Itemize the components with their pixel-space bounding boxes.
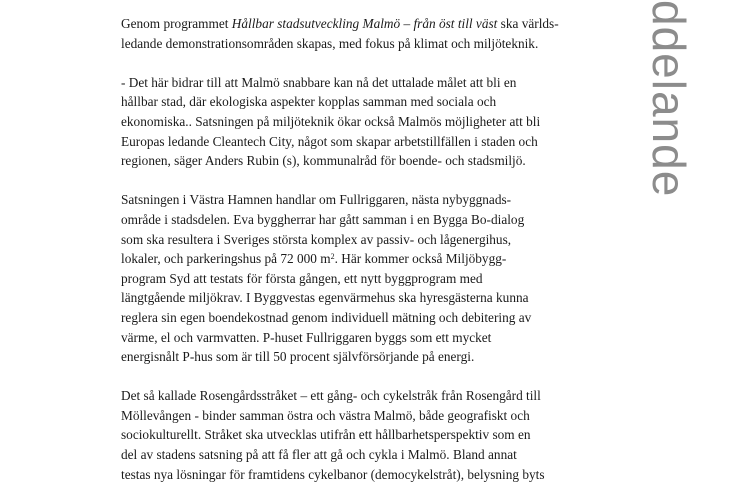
document-body (121, 14, 591, 504)
vertical-heading (643, 0, 708, 260)
paragraph-vh-line: som ska resultera i Sveriges största komplex av passiv- och lågenergihus, (121, 231, 512, 247)
paragraph-intro-line-1 (121, 14, 591, 34)
paragraph-vh-line: område i stadsdelen. Eva byggherrar har gått samman i en Bygga Bo-dialog (121, 211, 525, 227)
paragraph-vh-line: Satsningen i Västra Hamnen handlar om Fullriggaren, nästa nybyggnads- (121, 192, 512, 208)
vh-text-post: . Här kommer också Miljöbygg- (334, 251, 507, 267)
intro-text-post: ska världs- (497, 16, 559, 31)
paragraph-vh-line (121, 249, 591, 269)
paragraph-vh-line: längtgående miljökrav. I Byggvestas egenvärmehus ska hyresgästerna kunna (121, 290, 529, 306)
paragraph-rosengard-line: del av stadens satsning på att få fler att gå och cykla i Malmö. Bland annat (121, 447, 517, 463)
paragraph-quote-line: regionen, säger Anders Rubin (s), kommunalråd för boende- och stadsmiljö. (121, 153, 526, 169)
paragraph-vh-line: energisnålt P-hus som är till 50 procent självförsörjande på energi. (121, 349, 475, 365)
vh-text-pre: lokaler, och parkeringshus på 72 000 m (121, 251, 331, 267)
superscript: 2 (330, 252, 335, 262)
paragraph-quote-line: - Det här bidrar till att Malmö snabbare kan nå det uttalade målet att bli en (121, 74, 517, 90)
paragraph-vh-line: program Syd att testats för första gången, ett nytt byggprogram med (121, 270, 483, 286)
paragraph-quote (121, 73, 591, 171)
paragraph-rosengard-line: Möllevången - binder samman östra och västra Malmö, både geografiskt och (121, 407, 530, 423)
intro-text-pre: Genom programmet (121, 16, 232, 31)
paragraph-rosengard-line: Det så kallade Rosengårdsstråket – ett gång- och cykelstråk från Rosengård till (121, 388, 541, 404)
paragraph-rosengard-line: sociokulturellt. Stråket ska utvecklas utifrån ett hållbarhetsperspektiv som en (121, 427, 531, 443)
paragraph-quote-line: hållbar stad, där ekologiska aspekter kopplas samman med sociala och (121, 94, 497, 110)
paragraph-rosengard (121, 386, 591, 484)
vertical-heading-text: ddelande (643, 0, 695, 198)
paragraph-vh-line: reglera sin egen boendekostnad genom individuell mätning och debitering av (121, 309, 532, 325)
paragraph-vh-line: värme, el och varmvatten. P-huset Fullriggaren byggs som ett mycket (121, 329, 492, 345)
paragraph-rosengard-line: testas nya lösningar för framtidens cykelbanor (democykelstråt), belysning byts (121, 466, 545, 482)
paragraph-quote-line: ekonomiska.. Satsningen på miljöteknik ökar också Malmös möjligheter att bli (121, 113, 541, 129)
program-name: Hållbar stadsutveckling Malmö – från öst till väst (231, 16, 498, 31)
paragraph-intro (121, 14, 591, 53)
paragraph-intro-line-2: ledande demonstrationsområden skapas, med fokus på klimat och miljöteknik. (121, 35, 539, 51)
paragraph-quote-line: Europas ledande Cleantech City, något som skapar arbetstillfällen i staden och (121, 133, 538, 149)
paragraph-vastra-hamnen (121, 190, 591, 366)
